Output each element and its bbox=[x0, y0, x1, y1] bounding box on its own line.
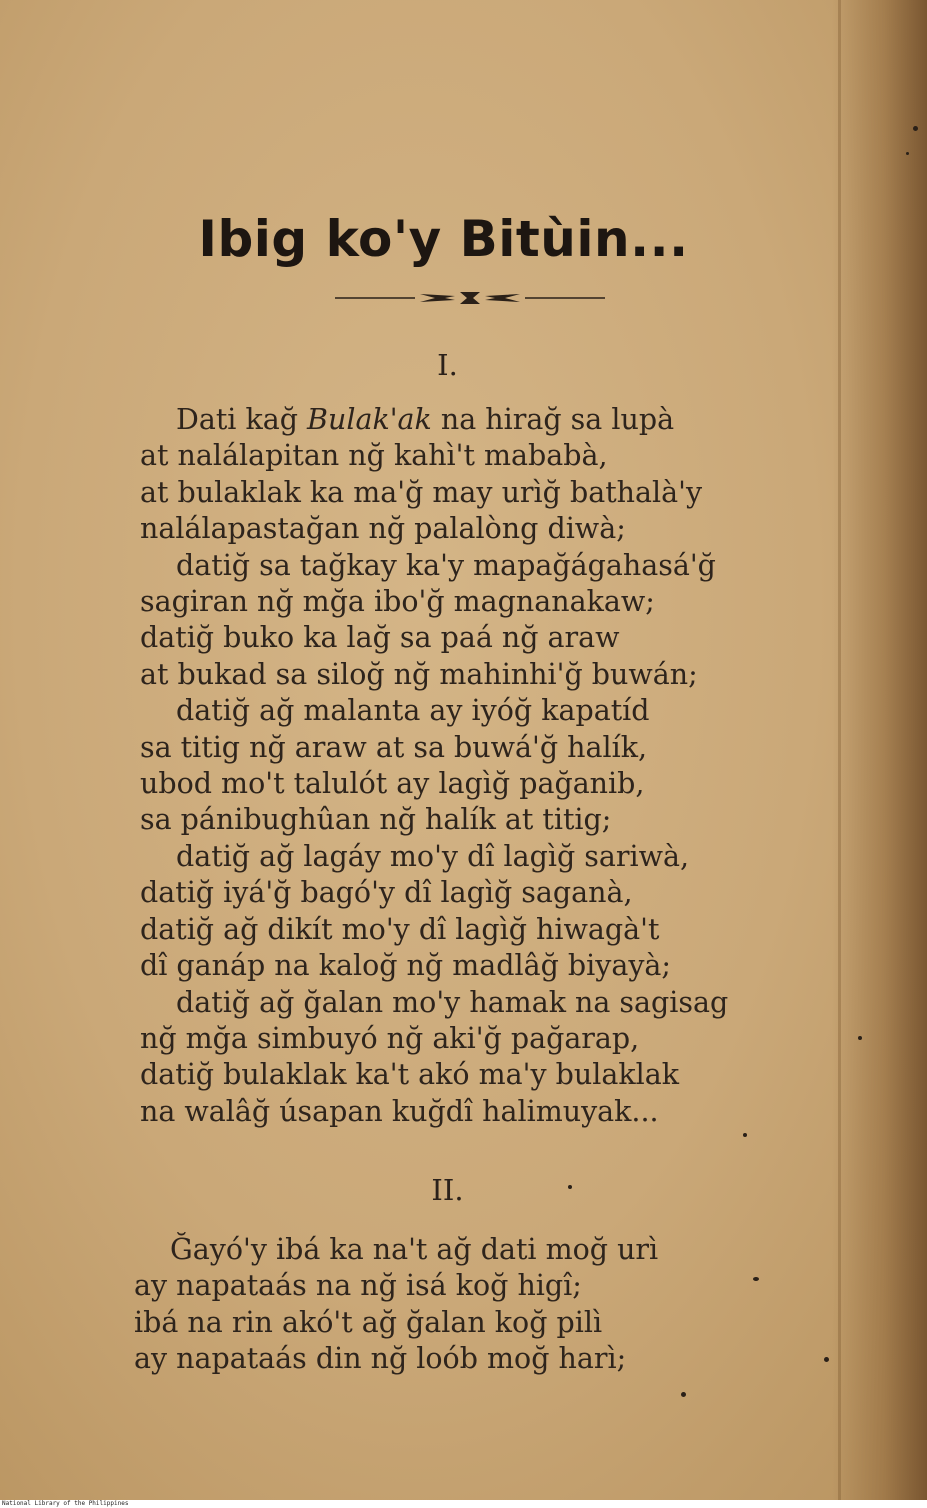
verse-text: ay napataás na nğ isá koğ higî; bbox=[134, 1269, 582, 1303]
poem-title: Ibig ko'y Bitùin... bbox=[198, 210, 689, 268]
verse-line bbox=[140, 548, 780, 584]
verse-text: at bulaklak ka ma'ğ may urìğ bathalà'y bbox=[140, 475, 703, 509]
verse-text: datiğ buko ka lağ sa paá nğ araw bbox=[140, 621, 620, 655]
section-number-1: I. bbox=[437, 348, 458, 382]
verse-line bbox=[140, 766, 780, 802]
section-2-verses bbox=[134, 1232, 774, 1378]
verse-text: at bukad sa siloğ nğ mahinhi'ğ buwán; bbox=[140, 657, 698, 691]
verse-italic-word: Bulak'ak bbox=[307, 403, 432, 436]
verse-text: sa titig nğ araw at sa buwá'ğ halík, bbox=[140, 730, 648, 764]
verse-text: datiğ sa tağkay ka'y mapağágahasá'ğ bbox=[176, 548, 716, 582]
verse-text: datiğ ağ lagáy mo'y dî lagìğ sariwà, bbox=[176, 839, 690, 873]
ink-speck bbox=[681, 1392, 686, 1397]
ink-speck bbox=[753, 1277, 759, 1281]
verse-line bbox=[140, 584, 780, 620]
verse-line bbox=[140, 620, 780, 656]
verse-line bbox=[140, 475, 780, 511]
verse-line bbox=[140, 875, 780, 911]
verse-line bbox=[134, 1305, 774, 1341]
verse-line bbox=[140, 511, 780, 547]
verse-text: datiğ bulaklak ka't akó ma'y bulaklak bbox=[140, 1058, 679, 1092]
verse-text: datiğ ağ malanta ay iyóğ kapatíd bbox=[176, 694, 650, 728]
verse-line bbox=[134, 1232, 774, 1268]
verse-line bbox=[140, 402, 780, 438]
verse-line bbox=[140, 1094, 780, 1130]
verse-line bbox=[140, 438, 780, 474]
verse-line bbox=[134, 1341, 774, 1377]
verse-line bbox=[140, 802, 780, 838]
scan-credit-footer: National Library of the Philippines bbox=[2, 1500, 402, 1508]
verse-text: na walâğ úsapan kuğdî halimuyak... bbox=[140, 1094, 659, 1128]
verse-line bbox=[140, 693, 780, 729]
ink-speck bbox=[858, 1036, 862, 1040]
section-number-2: II. bbox=[431, 1173, 464, 1207]
verse-line bbox=[140, 985, 780, 1021]
verse-text: ay napataás din nğ loób moğ harì; bbox=[134, 1342, 627, 1376]
verse-line bbox=[140, 839, 780, 875]
section-1-verses bbox=[140, 402, 780, 1130]
verse-line bbox=[140, 730, 780, 766]
verse-text: datiğ ağ ğalan mo'y hamak na sagisag bbox=[176, 985, 729, 1019]
verse-text: nğ mğa simbuyó nğ aki'ğ pağarap, bbox=[140, 1021, 640, 1055]
verse-line bbox=[134, 1268, 774, 1304]
verse-line bbox=[140, 657, 780, 693]
title-ornament-divider bbox=[335, 288, 605, 308]
verse-line bbox=[140, 1057, 780, 1093]
verse-text: na hirağ sa lupà bbox=[431, 403, 675, 436]
verse-text: dî ganáp na kaloğ nğ madlâğ biyayà; bbox=[140, 949, 672, 983]
ink-speck bbox=[568, 1185, 572, 1189]
ink-speck bbox=[906, 152, 909, 155]
ink-speck bbox=[743, 1133, 747, 1137]
verse-text: Dati kağ bbox=[176, 403, 308, 436]
verse-text: Ğayó'y ibá ka na't ağ dati moğ urì bbox=[170, 1233, 659, 1266]
verse-text: datiğ ağ dikít mo'y dî lagìğ hiwagà't bbox=[140, 912, 660, 946]
verse-line bbox=[140, 1021, 780, 1057]
verse-text: nalálapastağan nğ palalòng diwà; bbox=[140, 512, 626, 546]
verse-text: ibá na rin akó't ağ ğalan koğ pilì bbox=[134, 1305, 603, 1339]
verse-text: at nalálapitan nğ kahì't mababà, bbox=[140, 439, 608, 473]
verse-text: sagiran nğ mğa ibo'ğ magnanakaw; bbox=[140, 585, 655, 619]
verse-line bbox=[140, 948, 780, 984]
verse-line bbox=[140, 912, 780, 948]
verse-text: ubod mo't talulót ay lagìğ pağanib, bbox=[140, 767, 645, 801]
verse-text: sa pánibughûan nğ halík at titig; bbox=[140, 803, 612, 837]
ink-speck bbox=[824, 1357, 829, 1362]
verse-text: datiğ iyá'ğ bagó'y dî lagìğ saganà, bbox=[140, 876, 633, 910]
ink-speck bbox=[913, 126, 918, 131]
